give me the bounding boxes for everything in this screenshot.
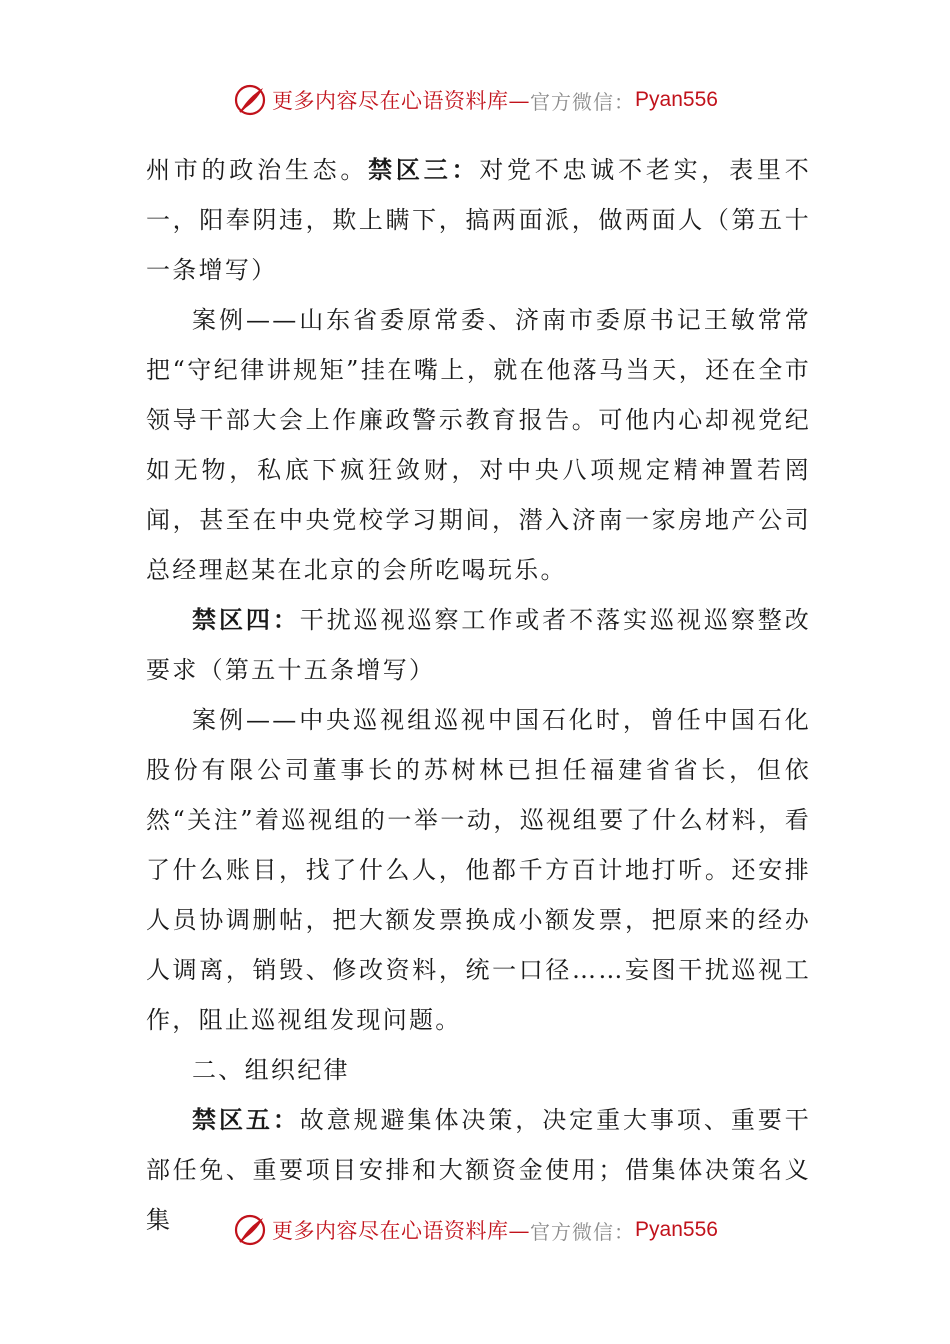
paragraph-text: 案例——山东省委原常委、济南市委原书记王敏常常把“守纪律讲规矩”挂在嘴上，就在他落马当天，还在全市领导干部大会上作廉政警示教育报告。可他内心却视党纪如无物，私底下疯狂敛财，对中央八项规定精神置若罔闻，甚至在中央党校学习期间，潜入济南一家房地产公司总经理赵某在北京的会所吃喝玩乐。 (146, 306, 811, 584)
paragraph-lead: 州市的政治生态。 (146, 156, 369, 184)
quill-logo-icon (232, 1212, 268, 1248)
paragraph-text: 对党不忠诚不老实，表里不一，阳奉阴违，欺上瞒下，搞两面派，做两面人（第五十一条增写） (146, 156, 811, 284)
paragraph-1 (146, 145, 811, 295)
paragraph-text: 案例——中央巡视组巡视中国石化时，曾任中国石化股份有限公司董事长的苏树林已担任福建省省长，但依然“关注”着巡视组的一举一动，巡视组要了什么材料，看了什么账目，找了什么人，他都千方百计地打听。还安排人员协调删帖，把大额发票换成小额发票，把原来的经办人调离，销毁、修改资料，统一口径……妄图干扰巡视工作，阻止巡视组发现问题。 (146, 706, 811, 1034)
section-heading-forbidden-zone-3: 禁区三： (368, 155, 480, 184)
banner-wechat-id: Pyan556 (635, 1218, 718, 1241)
paragraph-2-case (146, 295, 811, 595)
paragraph-3 (146, 595, 811, 695)
banner-wechat-label: 官方微信： (530, 89, 636, 114)
banner-text: 更多内容尽在心语资料库— (272, 89, 531, 113)
paragraph-text: 二、组织纪律 (192, 1056, 350, 1084)
footer-watermark-banner (0, 1210, 950, 1250)
section-heading-forbidden-zone-4: 禁区四： (192, 605, 300, 634)
section-heading-forbidden-zone-5: 禁区五： (192, 1105, 300, 1134)
banner-wechat-id: Pyan556 (635, 88, 718, 111)
section-title-organizational-discipline (146, 1045, 811, 1095)
paragraph-text: 干扰巡视巡察工作或者不落实巡视巡察整改要求（第五十五条增写） (146, 606, 811, 684)
document-body (146, 145, 811, 1245)
paragraph-4-case (146, 695, 811, 1045)
banner-wechat-label: 官方微信： (530, 1219, 636, 1244)
paragraph-text: 故意规避集体决策，决定重大事项、重要干部任免、重要项目安排和大额资金使用；借集体决策名义集 (146, 1106, 811, 1234)
quill-logo-icon (232, 82, 268, 118)
banner-text: 更多内容尽在心语资料库— (272, 1219, 531, 1243)
header-watermark-banner (0, 80, 950, 120)
